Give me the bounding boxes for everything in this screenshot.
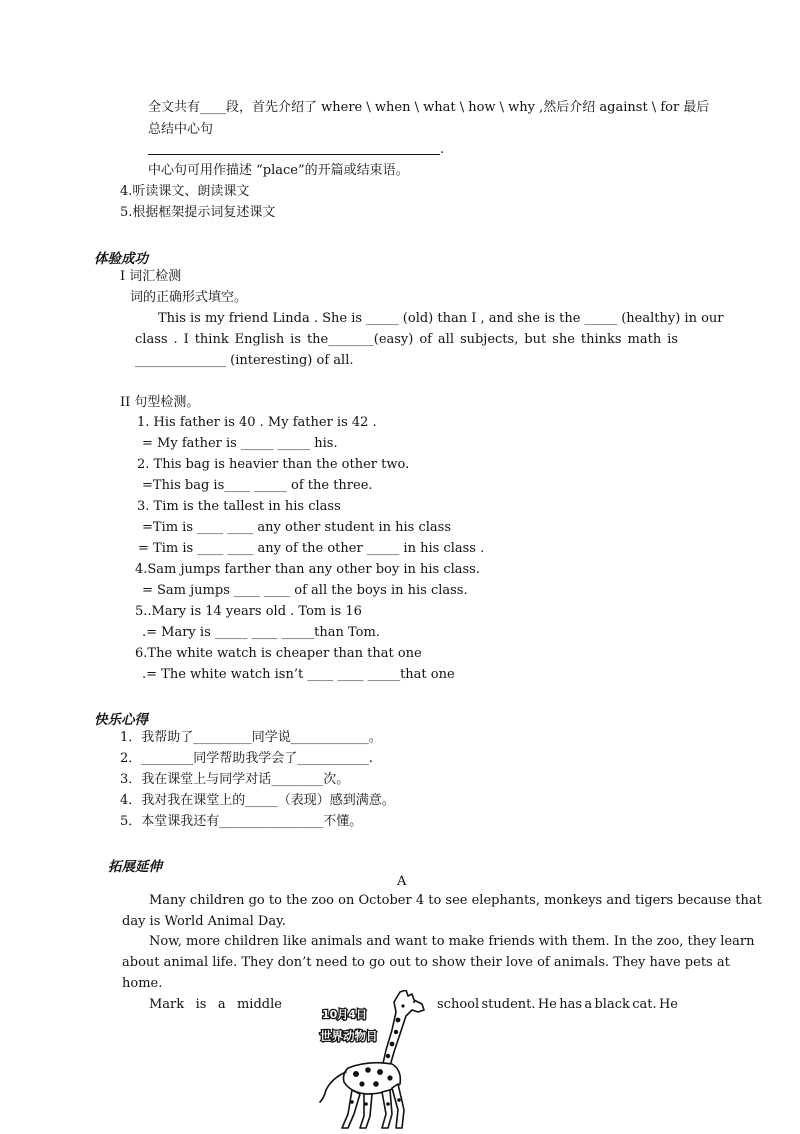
answer-blank-line[interactable] (148, 154, 440, 155)
word: is (290, 332, 301, 347)
word: cat. (632, 997, 657, 1012)
word: school (437, 997, 480, 1012)
sentence-item: 5..Mary is 14 years old . Tom is 16 (135, 604, 362, 619)
word: English (234, 332, 285, 347)
intro-line-3: 中心句可用作描述 “place”的开篇或结束语。 (148, 163, 409, 178)
word: middle (236, 997, 282, 1012)
sentence-item: = My father is _____ _____ his. (142, 436, 338, 451)
word: class (135, 332, 168, 347)
step-4: 4.听读课文、朗读课文 (120, 184, 250, 199)
word: of (419, 332, 432, 347)
reflection-item: 3．我在课堂上与同学对话________次。 (120, 772, 350, 787)
passage-line: Now, more children like animals and want to make friends with them. In the zoo, they learn (149, 934, 755, 949)
word: is (667, 332, 678, 347)
word: the_______(easy) (306, 332, 414, 347)
word: all (437, 332, 454, 347)
word: a (217, 997, 226, 1012)
word: is (195, 997, 207, 1012)
passage-label: A (397, 874, 407, 889)
sentence-item: 2. This bag is heavier than the other two. (137, 457, 410, 472)
word: He (658, 997, 678, 1012)
step-5: 5.根据框架提示词复述课文 (120, 205, 276, 220)
exercise-line-3: ______________ (interesting) of all. (135, 353, 354, 368)
sentence-item: 6.The white watch is cheaper than that one (135, 646, 422, 661)
heading-tiyan: 体验成功 (94, 251, 148, 267)
exercise-line-2 (135, 331, 678, 348)
passage-line-left (149, 996, 282, 1013)
reflection-item: 1．我帮助了_________同学说____________。 (120, 730, 382, 745)
passage-line: Many children go to the zoo on October 4 to see elephants, monkeys and tigers because that (149, 893, 762, 908)
giraffe-illustration (308, 990, 458, 1130)
word: . (173, 332, 178, 347)
intro-line-1: 全文共有____段，首先介绍了 where \ when \ what \ how \ why ,然后介绍 against \ for 最后 (148, 100, 710, 115)
heading-tuozhan: 拓展延伸 (108, 859, 162, 875)
part1-instructions: 词的正确形式填空。 (130, 290, 248, 305)
word: thinks (580, 332, 622, 347)
sentence-item: 1. His father is 40 . My father is 42 . (137, 415, 377, 430)
sentence-item: =This bag is____ _____ of the three. (142, 478, 373, 493)
sentence-item: = Sam jumps ____ ____ of all the boys in his class. (142, 583, 468, 598)
reflection-item: 2．________同学帮助我学会了___________. (120, 751, 373, 766)
word: think (194, 332, 229, 347)
word: Mark (149, 997, 185, 1012)
word: a (584, 997, 593, 1012)
day-label: 世界动物日 (320, 1029, 378, 1043)
date-label: 10月4日 (322, 1008, 367, 1021)
sentence-item: 3. Tim is the tallest in his class (137, 499, 341, 514)
word: she (552, 332, 575, 347)
exercise-line-1: This is my friend Linda . She is _____ (old) than I , and she is the _____ (healthy) in our (158, 311, 724, 326)
word: black (594, 997, 630, 1012)
reflection-item: 5．本堂课我还有________________不懂。 (120, 814, 363, 829)
word: student. (481, 997, 536, 1012)
word: has (559, 997, 583, 1012)
sentence-item: .= The white watch isn’t ____ ____ _____that one (142, 667, 455, 682)
sentence-item: 4.Sam jumps farther than any other boy in his class. (135, 562, 480, 577)
word: I (183, 332, 189, 347)
sentence-item: = Tim is ____ ____ any of the other _____ in his class . (138, 541, 485, 556)
word: math (627, 332, 662, 347)
passage-line-right (437, 996, 678, 1013)
heading-kuaile: 快乐心得 (94, 712, 148, 728)
word: but (524, 332, 547, 347)
reflection-item: 4．我对我在课堂上的_____（表现）感到满意。 (120, 793, 395, 808)
giraffe-icon (308, 990, 458, 1130)
passage-line: about animal life. They don’t need to go out to show their love of animals. They have pets at (122, 955, 730, 970)
sentence-item: .= Mary is _____ ____ _____than Tom. (142, 625, 380, 640)
blank-end-mark: . (440, 142, 445, 157)
part2-title: II 句型检测。 (120, 395, 200, 410)
passage-line: home. (122, 976, 163, 991)
passage-line: day is World Animal Day. (122, 914, 286, 929)
sentence-item: =Tim is ____ ____ any other student in his class (142, 520, 452, 535)
word: subjects, (459, 332, 519, 347)
intro-line-2: 总结中心句 (148, 122, 214, 137)
part1-title: I 词汇检测 (120, 269, 182, 284)
word: He (537, 997, 557, 1012)
